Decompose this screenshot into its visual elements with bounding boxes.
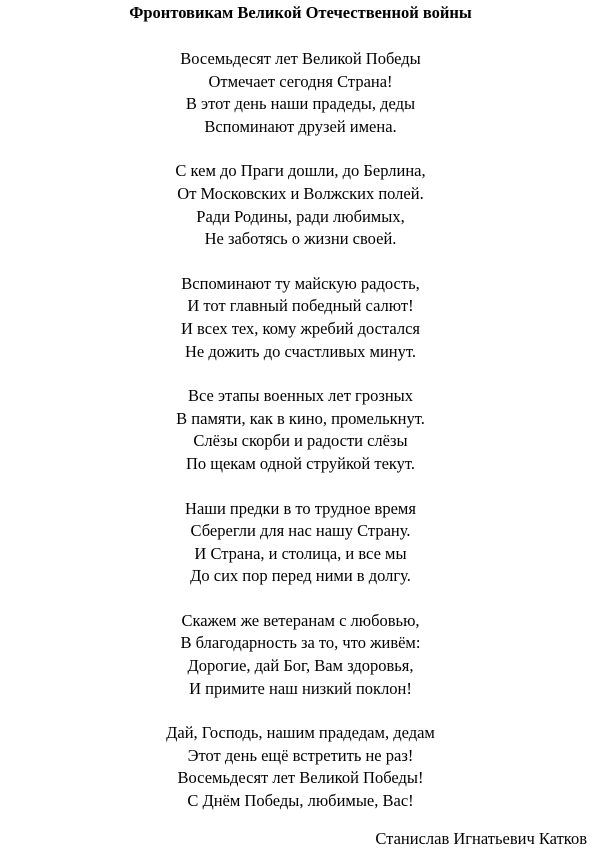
poem-line: И тот главный победный салют! — [187, 296, 414, 316]
poem-title: Фронтовикам Великой Отечественной войны — [129, 3, 472, 22]
poem-line: С кем до Праги дошли, до Берлина, — [175, 161, 426, 181]
poem-line: И Страна, и столица, и все мы — [194, 543, 407, 563]
stanza-1 — [0, 48, 601, 138]
poem-line: Вспоминают друзей имена. — [204, 116, 397, 136]
poem-line: От Московских и Волжских полей. — [177, 183, 424, 203]
poem-line: Наши предки в то трудное время — [185, 498, 416, 518]
poem-line: Дай, Господь, нашим прадедам, дедам — [166, 723, 435, 743]
poem-line: Сберегли для нас нашу Страну. — [190, 521, 411, 541]
poem-line: И примите наш низкий поклон! — [189, 678, 412, 698]
poem-line: Не дожить до счастливых минут. — [185, 341, 416, 361]
poem-line: Вспоминают ту майскую радость, — [181, 273, 420, 293]
poem-line: Восемьдесят лет Великой Победы! — [177, 768, 424, 788]
stanza-5 — [0, 498, 601, 588]
poem-line: Отмечает сегодня Страна! — [208, 71, 393, 91]
poem-line: Восемьдесят лет Великой Победы — [180, 49, 421, 68]
stanza-7 — [0, 722, 601, 812]
poem-line: И всех тех, кому жребий достался — [180, 318, 421, 338]
poem-line: В этот день наши прадеды, деды — [185, 94, 416, 114]
poem-line: Этот день ещё встретить не раз! — [187, 745, 414, 765]
poem-line: Слёзы скорби и радости слёзы — [193, 431, 408, 451]
poem-body — [0, 48, 601, 835]
stanza-2 — [0, 160, 601, 250]
poem-line: Все этапы военных лет грозных — [187, 386, 414, 406]
stanza-6 — [0, 610, 601, 700]
poem-line: Скажем же ветеранам с любовью, — [181, 610, 420, 630]
poem-line: В благодарность за то, что живём: — [180, 633, 421, 653]
poem-line: Дорогие, дай Бог, Вам здоровья, — [187, 656, 414, 676]
poem-line: Не заботясь о жизни своей. — [204, 229, 397, 249]
stanza-4 — [0, 385, 601, 475]
poem-line: Ради Родины, ради любимых, — [196, 206, 405, 226]
stanza-3 — [0, 273, 601, 363]
poem-line: По щекам одной струйкой текут. — [185, 453, 416, 473]
poem-line: С Днём Победы, любимые, Вас! — [187, 791, 414, 811]
poem-line: До сих пор перед ними в долгу. — [190, 566, 411, 586]
author-signature: Станислав Игнатьевич Катков — [375, 829, 587, 848]
poem-line: В памяти, как в кино, промелькнут. — [176, 408, 425, 428]
